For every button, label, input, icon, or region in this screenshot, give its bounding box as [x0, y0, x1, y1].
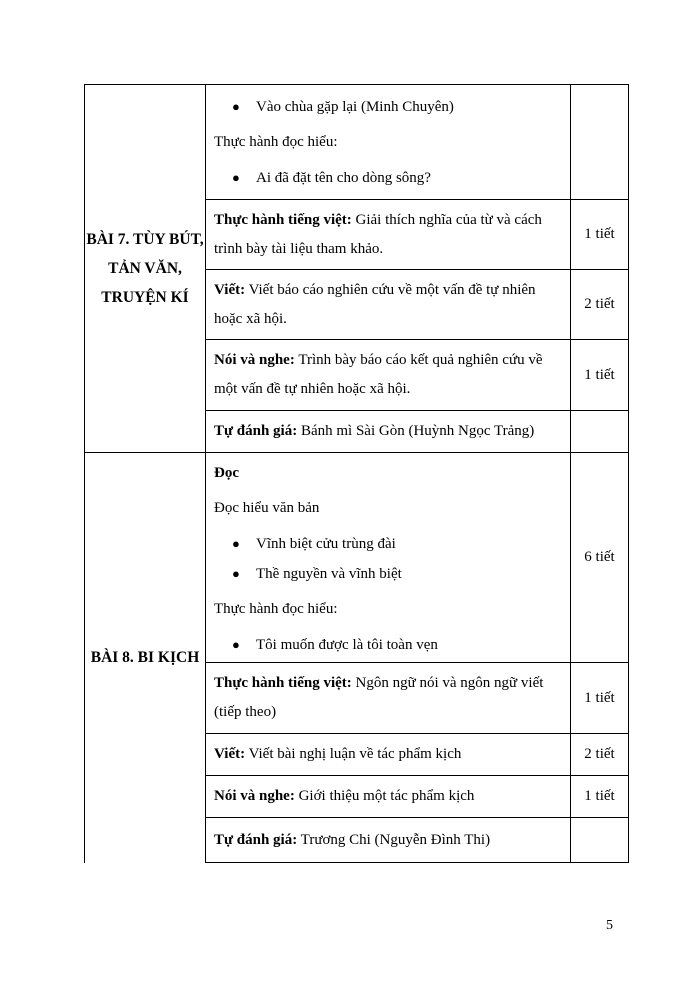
list-item: ● Ai đã đặt tên cho dòng sông?	[214, 163, 564, 193]
activity-text: Ngôn ngữ nói và ngôn ngữ viết (tiếp theo)	[214, 675, 544, 720]
period-cell	[571, 411, 629, 453]
unit-cell-lesson-8	[85, 453, 206, 863]
table-row	[85, 85, 629, 200]
period-cell: 2 tiết	[571, 270, 629, 340]
content-cell	[206, 734, 571, 776]
activity-text: Trương Chi (Nguyễn Đình Thi)	[297, 831, 491, 848]
content-cell	[206, 340, 571, 411]
list-item: ● Vào chùa gặp lại (Minh Chuyên)	[214, 92, 564, 122]
unit-cell-lesson-7	[85, 85, 206, 453]
content-cell	[206, 85, 571, 200]
reading-subheading: Đọc hiểu văn bản	[214, 500, 320, 516]
content-cell	[206, 270, 571, 340]
table-row	[85, 453, 629, 663]
activity-label: Tự đánh giá:	[214, 831, 298, 848]
content-cell	[206, 200, 571, 270]
period-cell: 1 tiết	[571, 200, 629, 270]
content-cell	[206, 776, 571, 818]
content-cell	[206, 411, 571, 453]
unit-title: BÀI 8. BI KỊCH	[90, 649, 200, 667]
page-number: 5	[606, 918, 613, 933]
activity-text: Trình bày báo cáo kết quả nghiên cứu về một vấn đề tự nhiên hoặc xã hội.	[214, 352, 543, 397]
bullet-icon: ●	[232, 98, 240, 114]
list-item: ● Tôi muốn được là tôi toàn vẹn	[214, 630, 564, 660]
bullet-icon: ●	[232, 637, 240, 652]
list-item: ● Vĩnh biệt cửu trùng đài	[214, 529, 564, 559]
lesson-plan-table	[84, 84, 629, 863]
period-cell	[571, 85, 629, 200]
period-cell: 1 tiết	[571, 663, 629, 734]
unit-title: BÀI 7. TÙY BÚT, TẢN VĂN, TRUYỆN KÍ	[86, 231, 204, 306]
bullet-icon: ●	[232, 169, 240, 185]
activity-text: Viết bài nghị luận về tác phẩm kịch	[245, 746, 462, 762]
activity-label: Nói và nghe:	[214, 788, 295, 804]
practice-label: Thực hành đọc hiểu:	[214, 601, 338, 617]
activity-text: Giải thích nghĩa của từ và cách trình bày tài liệu tham khảo.	[214, 211, 542, 257]
activity-label: Tự đánh giá:	[214, 423, 298, 439]
activity-label: Viết:	[214, 281, 246, 298]
period-cell: 6 tiết	[571, 453, 629, 663]
activity-label: Nói và nghe:	[214, 352, 295, 368]
period-cell: 1 tiết	[571, 340, 629, 411]
practice-label: Thực hành đọc hiểu:	[214, 133, 338, 150]
activity-label: Thực hành tiếng việt:	[214, 675, 352, 691]
content-cell	[206, 453, 571, 663]
content-cell	[206, 663, 571, 734]
bullet-icon: ●	[232, 536, 240, 551]
list-item: ● Thề nguyền và vĩnh biệt	[214, 559, 564, 589]
bullet-icon: ●	[232, 566, 240, 581]
activity-label: Thực hành tiếng việt:	[214, 211, 352, 228]
content-cell	[206, 818, 571, 863]
period-cell: 1 tiết	[571, 776, 629, 818]
period-cell: 2 tiết	[571, 734, 629, 776]
activity-label: Viết:	[214, 746, 246, 762]
activity-text: Giới thiệu một tác phẩm kịch	[294, 788, 475, 804]
activity-text: Viết báo cáo nghiên cứu về một vấn đề tự nhiên hoặc xã hội.	[214, 281, 536, 327]
reading-heading: Đọc	[214, 465, 239, 481]
period-cell	[571, 818, 629, 863]
activity-text: Bánh mì Sài Gòn (Huỳnh Ngọc Trảng)	[297, 423, 535, 439]
